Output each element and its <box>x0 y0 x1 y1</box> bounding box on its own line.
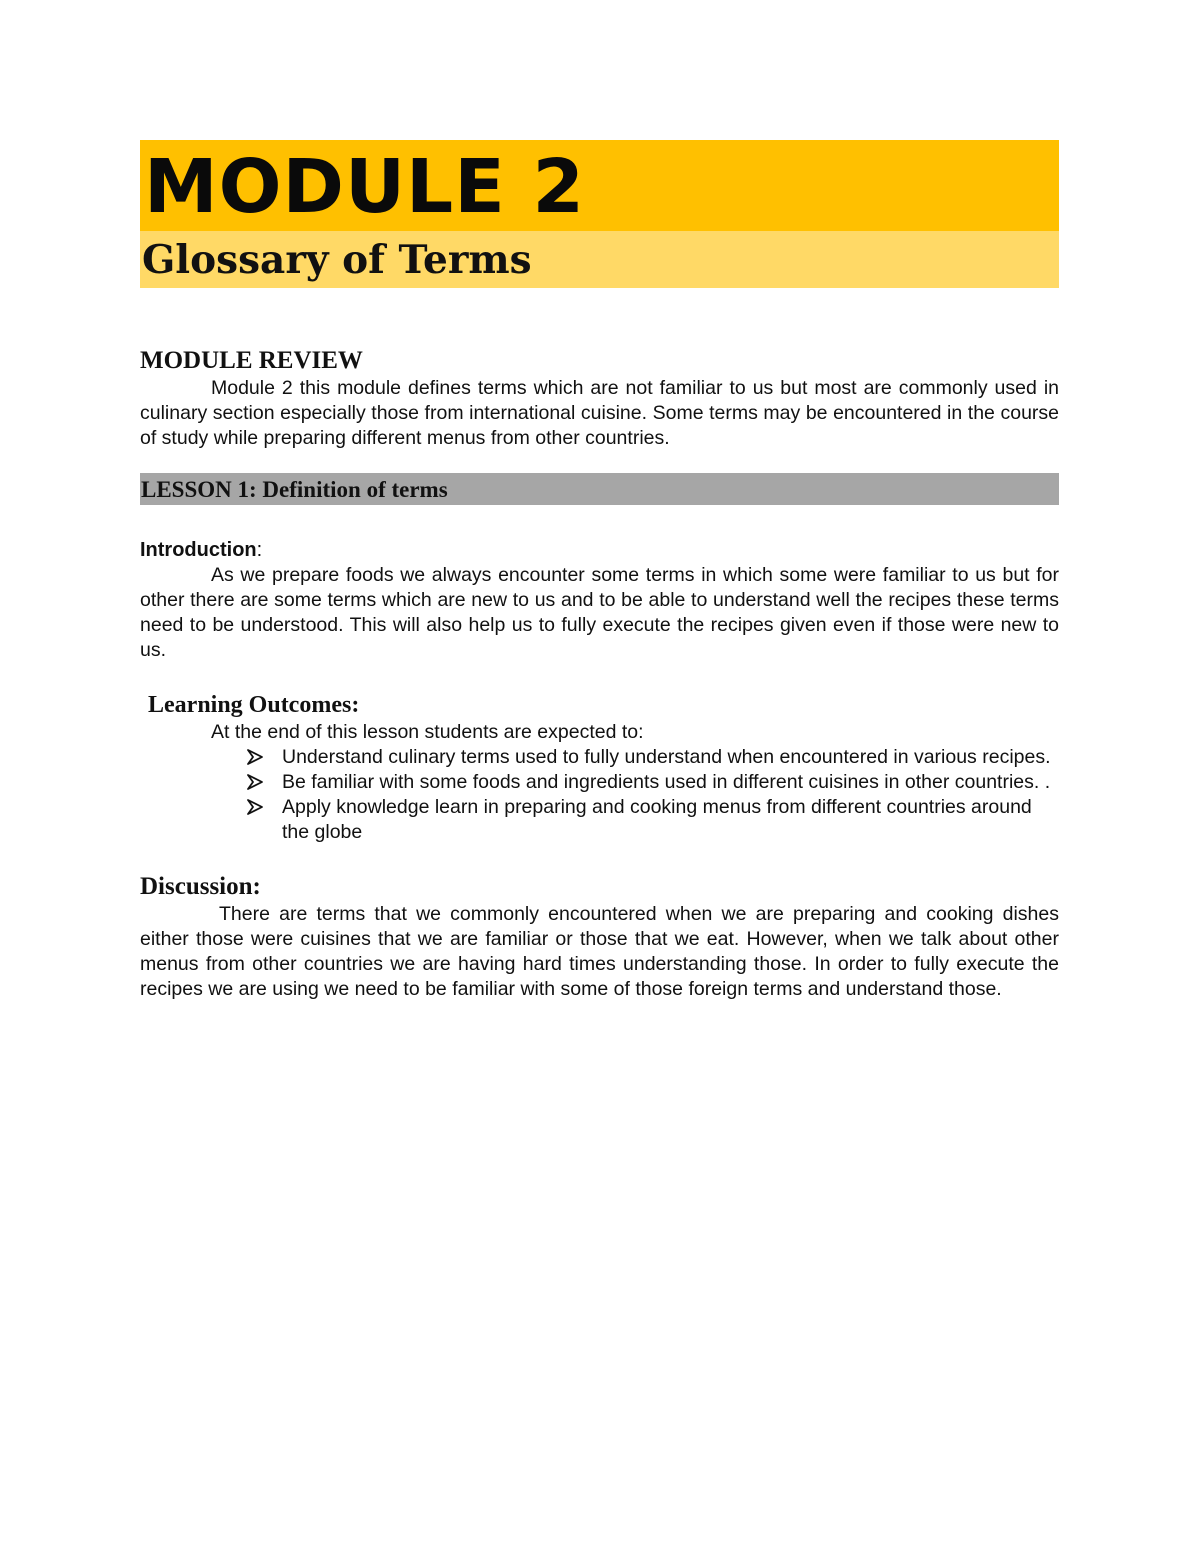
list-item <box>140 745 1059 770</box>
discussion-paragraph: There are terms that we commonly encountered when we are preparing and cooking dishes either those were cuisines that we are familiar or those that we eat. However, when we talk about other menus from other countries we are having hard times understanding those. In order to fully execute the recipes we are using we need to be familiar with some of those foreign terms and understand those. <box>140 903 1059 1000</box>
learning-outcomes-lead: At the end of this lesson students are expected to: <box>211 721 644 743</box>
introduction-label-colon: : <box>256 539 263 561</box>
introduction-paragraph: As we prepare foods we always encounter some terms in which some were familiar to us but for other there are some terms which are new to us and to be able to understand well the recipes these terms need to be understood. This will also help us to fully execute the recipes given even if those were new to us. <box>140 564 1059 661</box>
list-item-text: Be familiar with some foods and ingredients used in different cuisines in other countries. . <box>282 771 1051 793</box>
module-title: MODULE 2 <box>144 144 586 230</box>
module-title-band <box>140 140 1059 231</box>
list-item <box>140 795 1059 845</box>
list-item-text: Understand culinary terms used to fully understand when encountered in various recipes. <box>282 746 1051 768</box>
learning-outcomes-heading: Learning Outcomes: <box>148 692 360 718</box>
module-review-paragraph: Module 2 this module defines terms which are not familiar to us but most are commonly used in culinary section especially those from international cuisine. Some terms may be encountered in the course of study while preparing different menus from other countries. <box>140 377 1059 449</box>
module-subtitle: Glossary of Terms <box>142 237 532 283</box>
discussion-heading: Discussion: <box>140 873 261 900</box>
learning-outcomes-list <box>140 745 1059 845</box>
list-item <box>140 770 1059 795</box>
arrow-bullet-icon <box>246 798 264 816</box>
lesson-title: LESSON 1: Definition of terms <box>141 477 448 502</box>
introduction-label <box>140 537 1059 563</box>
arrow-bullet-icon <box>246 773 264 791</box>
document-page <box>140 140 1059 1002</box>
introduction-label-text: Introduction <box>140 539 257 561</box>
module-review-heading: MODULE REVIEW <box>140 347 363 374</box>
list-item-text: Apply knowledge learn in preparing and cooking menus from different countries around the globe <box>282 796 1032 843</box>
lesson-title-bar <box>140 473 1059 505</box>
arrow-bullet-icon <box>246 748 264 766</box>
module-subtitle-band <box>140 231 1059 288</box>
